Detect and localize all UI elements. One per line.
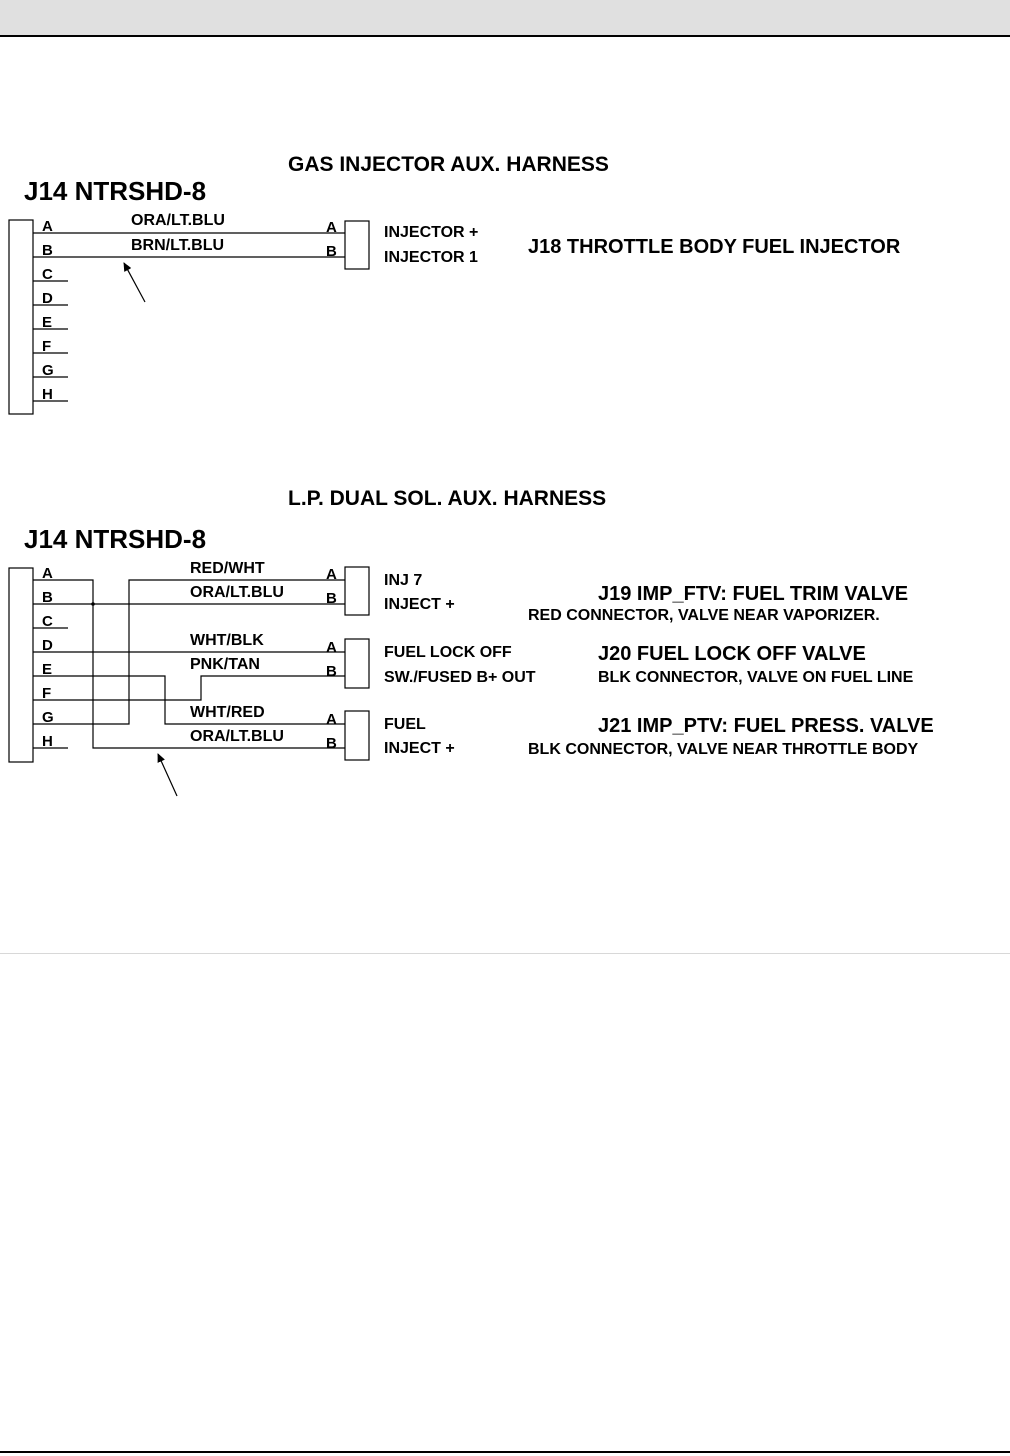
- gas-wire-b-color: BRN/LT.BLU: [131, 237, 225, 254]
- gas-j18-pin-b: B: [326, 243, 337, 260]
- lp-pin-a: A: [42, 565, 53, 582]
- j19-pin-b: B: [326, 590, 337, 607]
- j20-pin-b: B: [326, 663, 337, 680]
- gas-callout-arrow: [124, 263, 145, 302]
- j20-device-label: J20 FUEL LOCK OFF VALVE: [598, 643, 866, 665]
- lp-harness-title: L.P. DUAL SOL. AUX. HARNESS: [288, 487, 607, 510]
- j21-fuel-label: FUEL: [384, 716, 426, 733]
- footer-rule: [0, 1451, 1010, 1453]
- lp-pin-d: D: [42, 637, 53, 654]
- gas-pin-b: B: [42, 242, 53, 259]
- j21-pin-b: B: [326, 735, 337, 752]
- j21-inject-plus-label: INJECT +: [384, 740, 455, 757]
- j19-connector-body: [345, 567, 369, 615]
- j20-pin-a: A: [326, 639, 337, 656]
- gas-j14-connector-body: [9, 220, 33, 414]
- lp-wire-wht-red: WHT/RED: [190, 704, 265, 721]
- gas-pin-c: C: [42, 266, 53, 283]
- j20-connector-body: [345, 639, 369, 688]
- gas-pin-labels: [42, 218, 54, 403]
- j20-description: BLK CONNECTOR, VALVE ON FUEL LINE: [598, 669, 914, 686]
- j21-device-label: J21 IMP_PTV: FUEL PRESS. VALVE: [598, 715, 934, 737]
- gas-pin-f: F: [42, 338, 52, 355]
- gas-injector-1-label: INJECTOR 1: [384, 249, 478, 266]
- lp-wire-pnk-tan: PNK/TAN: [190, 656, 260, 673]
- j21-connector-body: [345, 711, 369, 760]
- gas-j14-connector-label: J14 NTRSHD-8: [24, 176, 207, 206]
- lp-j14-connector-label: J14 NTRSHD-8: [24, 524, 207, 554]
- j20-fused-b-out-label: SW./FUSED B+ OUT: [384, 669, 536, 686]
- lp-wire-ora-lt-blu-1: ORA/LT.BLU: [190, 584, 284, 601]
- gas-pin-e: E: [42, 314, 53, 331]
- lp-wire-ora-lt-blu-2: ORA/LT.BLU: [190, 728, 284, 745]
- gas-harness-title: GAS INJECTOR AUX. HARNESS: [288, 153, 609, 176]
- lp-pin-labels: [42, 565, 54, 750]
- j21-description: BLK CONNECTOR, VALVE NEAR THROTTLE BODY: [528, 741, 919, 758]
- lp-j14-connector-body: [9, 568, 33, 762]
- gas-pin-d: D: [42, 290, 53, 307]
- j18-device-label: J18 THROTTLE BODY FUEL INJECTOR: [528, 236, 901, 258]
- gas-j18-connector-body: [345, 221, 369, 269]
- gas-pin-g: G: [42, 362, 54, 379]
- j19-inject-plus-label: INJECT +: [384, 596, 455, 613]
- lp-pin-b: B: [42, 589, 53, 606]
- j19-device-label: J19 IMP_FTV: FUEL TRIM VALVE: [598, 583, 909, 605]
- lp-pin-e: E: [42, 661, 53, 678]
- j19-pin-a: A: [326, 566, 337, 583]
- j19-description: RED CONNECTOR, VALVE NEAR VAPORIZER.: [528, 607, 880, 624]
- lp-pin-g: G: [42, 709, 54, 726]
- lp-pin-f: F: [42, 685, 52, 702]
- section-divider: [0, 953, 1010, 954]
- gas-pin-h: H: [42, 386, 53, 403]
- lp-pin-h: H: [42, 733, 53, 750]
- gas-pin-a: A: [42, 218, 53, 235]
- gas-injector-plus-label: INJECTOR +: [384, 224, 479, 241]
- lp-wire-red-wht: RED/WHT: [190, 560, 265, 577]
- lp-wire-wht-blk: WHT/BLK: [190, 632, 264, 649]
- gas-j18-pin-a: A: [326, 219, 337, 236]
- lp-pin-c: C: [42, 613, 53, 630]
- lp-callout-arrow: [158, 754, 177, 796]
- gas-wire-a-color: ORA/LT.BLU: [131, 212, 225, 229]
- j21-pin-a: A: [326, 711, 337, 728]
- j19-inj7-label: INJ 7: [384, 572, 423, 589]
- j20-fuel-lock-off-label: FUEL LOCK OFF: [384, 644, 512, 661]
